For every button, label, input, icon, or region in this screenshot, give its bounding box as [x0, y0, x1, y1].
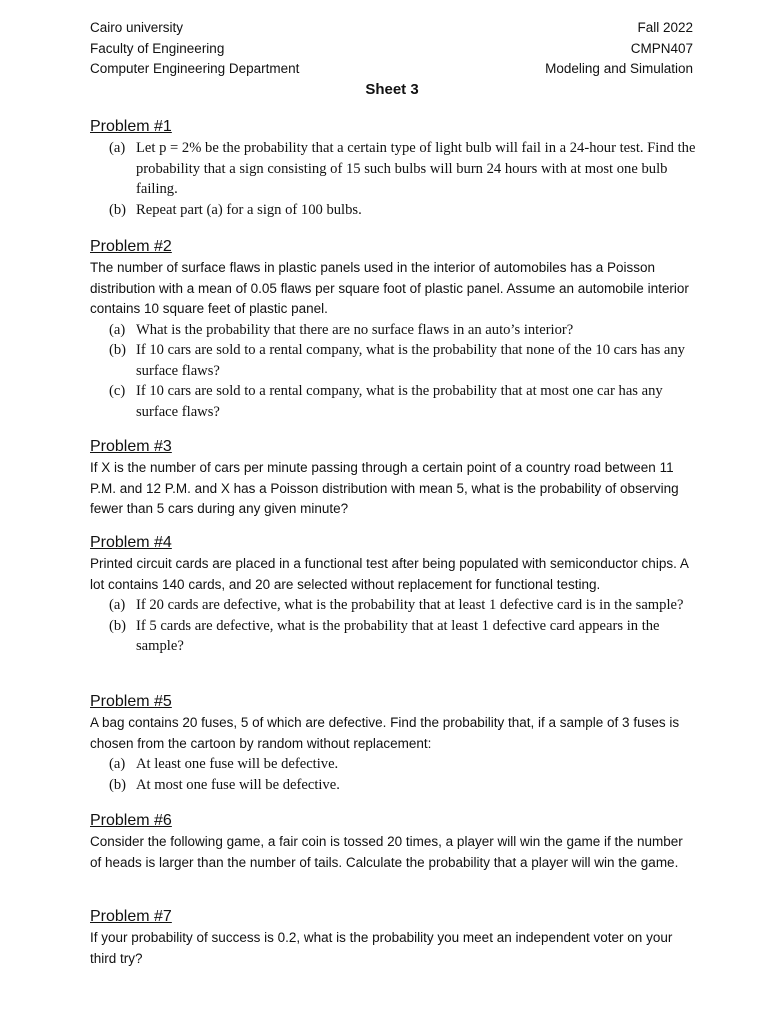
problem-5	[90, 692, 696, 795]
faculty-name: Faculty of Engineering	[90, 40, 225, 56]
department-name: Computer Engineering Department	[90, 61, 300, 76]
item-text: If 5 cards are defective, what is the probability that at least 1 defective card appears in the sample?	[136, 617, 660, 654]
item-text: If 20 cards are defective, what is the probability that at least 1 defective card is in the sample?	[136, 597, 684, 613]
problem-text: If your probability of success is 0.2, what is the probability you meet an independent voter on your third try?	[90, 930, 673, 966]
item-text: What is the probability that there are no surface flaws in an auto’s interior?	[136, 321, 574, 338]
problem-4	[90, 533, 696, 657]
header-left	[90, 18, 299, 80]
problem-title: Problem #7	[90, 908, 172, 925]
problem-items	[90, 320, 696, 423]
problem-text: A bag contains 20 fuses, 5 of which are defective. Find the probability that, if a sample of 3 fuses is chosen from the cartoon by random without replacement:	[90, 715, 680, 751]
list-item	[109, 381, 696, 422]
item-text: Repeat part (a) for a sign of 100 bulbs.	[136, 201, 362, 218]
problem-title: Problem #3	[90, 438, 172, 455]
semester: Fall 2022	[637, 20, 693, 35]
university-name: Cairo university	[90, 20, 184, 35]
problem-3	[90, 437, 696, 520]
problem-2	[90, 237, 696, 422]
problem-title: Problem #5	[90, 693, 172, 710]
list-item	[109, 340, 696, 381]
problem-title: Problem #1	[90, 118, 172, 135]
item-text: If 10 cars are sold to a rental company, what is the probability that at most one car has any surface flaws?	[136, 383, 663, 420]
problem-text: Printed circuit cards are placed in a functional test after being populated with semiconductor chips. A lot contains 140 cards, and 20 are selected without replacement for functional testing.	[90, 556, 689, 592]
item-label: (a)	[109, 321, 126, 338]
problem-title: Problem #2	[90, 238, 172, 255]
list-item	[109, 595, 696, 616]
problem-text: The number of surface flaws in plastic panels used in the interior of automobiles has a Poisson distribution with a mean of 0.05 flaws per square foot of plastic panel. Assume an automobile interior contains 10 square feet of plastic panel.	[90, 260, 689, 316]
item-label: (a)	[109, 597, 126, 613]
list-item	[109, 200, 696, 221]
problem-items	[90, 754, 696, 795]
item-text: At least one fuse will be defective.	[136, 756, 339, 772]
item-text: At most one fuse will be defective.	[136, 776, 340, 793]
item-label: (a)	[109, 140, 126, 156]
item-label: (b)	[109, 617, 127, 634]
list-item	[109, 754, 696, 775]
item-label: (b)	[109, 776, 127, 793]
item-label: (c)	[109, 383, 126, 399]
course-code: CMPN407	[630, 40, 693, 56]
item-text: If 10 cars are sold to a rental company, what is the probability that none of the 10 cars has any surface flaws?	[136, 342, 685, 379]
item-label: (b)	[109, 342, 127, 358]
list-item	[109, 616, 696, 657]
list-item	[109, 775, 696, 796]
item-label: (a)	[109, 756, 126, 772]
problem-text: Consider the following game, a fair coin is tossed 20 times, a player will win the game if the number of heads is larger than the number of tails. Calculate the probability that a player will win the game.	[90, 834, 683, 870]
header-right	[545, 18, 693, 80]
problem-title: Problem #6	[90, 812, 172, 829]
problem-6	[90, 811, 696, 873]
problem-text: If X is the number of cars per minute passing through a certain point of a country road between 11 P.M. and 12 P.M. and X has a Poisson distribution with mean 5, what is the probability of observing fewer than 5 cars during any given minute?	[90, 460, 679, 516]
problem-items	[90, 595, 696, 657]
item-label: (b)	[109, 201, 127, 218]
sheet-title: Sheet 3	[365, 81, 419, 98]
course-name: Modeling and Simulation	[545, 61, 693, 76]
list-item	[109, 320, 696, 341]
problem-1	[90, 117, 696, 220]
problem-title: Problem #4	[90, 534, 172, 551]
item-text: Let p = 2% be the probability that a certain type of light bulb will fail in a 24-hour test. Find the probability that a sign consisting of 15 such bulbs will burn 24 hours with at most one bulb failing.	[136, 140, 696, 197]
list-item	[109, 138, 696, 200]
problem-7	[90, 907, 696, 969]
problem-items	[90, 138, 696, 220]
